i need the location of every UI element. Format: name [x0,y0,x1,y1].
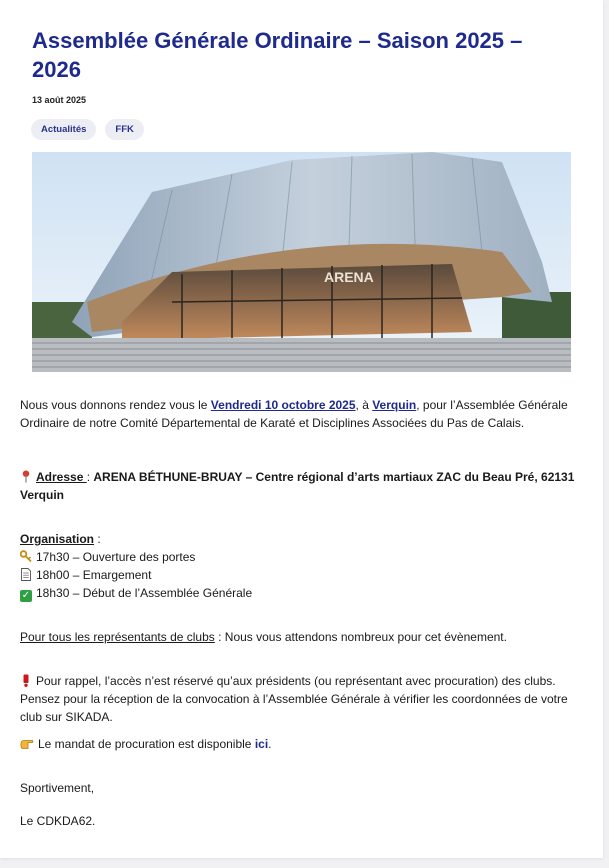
check-icon: ✓ [21,590,31,601]
pointing-hand-icon [20,737,34,750]
tag-ffk[interactable]: FFK [105,119,143,140]
organisation-section: Organisation : 17h30 – Ouverture des portes 18h00 – Emargement ✓ 18h30 – Début de l’Assemblée Générale [20,532,253,601]
page-icon [20,568,32,581]
arena-sign-text: ARENA [324,269,374,285]
hero-image-arena [32,152,571,372]
procuration-link[interactable]: ici [254,737,269,751]
tag-list [31,119,144,140]
pushpin-icon [20,470,32,483]
article-body [20,396,590,830]
tag-actualites[interactable]: Actualités [31,119,96,140]
closing-signature: Le CDKDA62. [20,814,96,828]
page-title: Assemblée Générale Ordinaire – Saison 2025 – 2026 [32,28,523,82]
intro-paragraph: Nous vous donnons rendez vous le Vendredi 10 octobre 2025, à Verquin, pour l’Assemblée Générale Ordinaire de notre Comité Départemental de Karaté et Disciplines Associées du Pas de Calais. [20,398,568,430]
verquin-link[interactable]: Verquin [372,398,417,412]
exclamation-icon [20,674,32,687]
key-icon [20,550,32,563]
reminder-paragraph: Pour rappel, l’accès n’est réservé qu’aux présidents (ou représentant avec procuration) des clubs. Pensez pour la réception de la convocation à l’Assemblée Générale à vérifier les coordonnées de votre club sur SIKADA. [20,674,568,724]
closing-greeting: Sportivement, [20,781,95,795]
representatives-paragraph: Pour tous les représentants de clubs : Nous vous attendons nombreux pour cet évènement. [20,630,507,644]
date-link[interactable]: Vendredi 10 octobre 2025 [210,398,356,412]
publish-date: 13 août 2025 [32,95,87,105]
address-paragraph: Adresse : ARENA BÉTHUNE-BRUAY – Centre régional d’arts martiaux ZAC du Beau Pré, 62131 Verquin [20,470,575,502]
mandate-paragraph: Le mandat de procuration est disponible ici. [20,735,590,753]
